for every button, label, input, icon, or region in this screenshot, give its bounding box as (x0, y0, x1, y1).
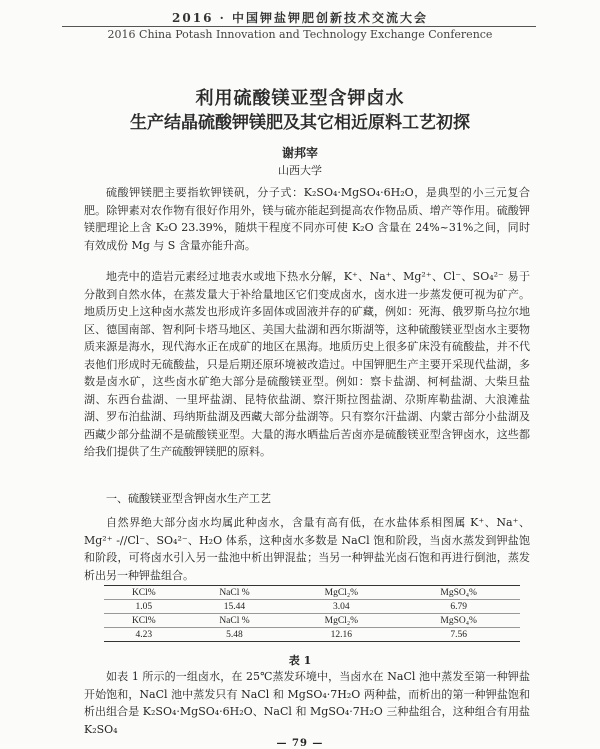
table-cell: KCl% (104, 614, 184, 628)
author-name: 谢邦宰 (281, 146, 318, 160)
table-cell: 15.44 (184, 600, 286, 614)
table-caption: 表 1 (288, 654, 312, 667)
table-row (104, 614, 520, 628)
paper-title-line1: 利用硫酸镁亚型含钾卤水 (195, 88, 405, 109)
running-header-cn: 2016 · 中国钾盐钾肥创新技术交流大会 (172, 11, 428, 25)
table-cell: 3.04 (285, 600, 397, 614)
table-header-cell: NaCl % (184, 586, 286, 600)
table-header-cell: KCl% (104, 586, 184, 600)
page-number: — 79 — (276, 738, 324, 749)
table-cell: MgCl₂% (285, 614, 397, 628)
header-divider (62, 26, 536, 27)
table-cell: 4.23 (104, 628, 184, 642)
author-affiliation: 山西大学 (278, 164, 322, 177)
table-header-cell: MgCl₂% (285, 586, 397, 600)
table-header-cell: MgSO₄% (397, 586, 520, 600)
brine-composition-table (104, 585, 520, 642)
paragraph-intro-text: 硫酸钾镁肥主要指软钾镁矾，分子式：K₂SO₄·MgSO₄·6H₂O，是典型的小三元复合肥。除钾素对农作物有很好作用外，镁与硫亦能起到提高农作物品质、增产等作用。硫酸钾镁肥理论上含 K₂O 23.39%，随烘干程度不同亦可使 K₂O 含量在 24%~31%之间，同时有效成份 Mg 与 S 含量亦能升高。 (84, 186, 530, 252)
table-cell: 1.05 (104, 600, 184, 614)
paragraph-intro (84, 184, 530, 272)
running-header-en: 2016 China Potash Innovation and Technology Exchange Conference (107, 28, 493, 41)
paragraph-process (84, 514, 530, 580)
section-heading: 一、硫酸镁亚型含钾卤水生产工艺 (106, 492, 271, 505)
paragraph-process-text: 自然界绝大部分卤水均属此种卤水，含量有高有低，在水盐体系相图属 K⁺、Na⁺、Mg²⁺ -//Cl⁻、SO₄²⁻、H₂O 体系，这种卤水多数是 NaCl 饱和阶段，当卤水蒸发到钾盐饱和阶段，可将卤水引入另一盐池中析出钾混盐；当另一种钾盐光卤石饱和再进行倒池，蒸发析出另一种钾盐组合。 (84, 516, 530, 582)
paragraph-evaporation (84, 668, 530, 736)
paragraph-evaporation-text: 如表 1 所示的一组卤水，在 25℃蒸发环境中，当卤水在 NaCl 池中蒸发至第一种钾盐开始饱和，NaCl 池中蒸发只有 NaCl 和 MgSO₄·7H₂O 两种盐，而析出的第一种钾盐饱和析出组合是 K₂SO₄·MgSO₄·6H₂O、NaCl 和 MgSO₄·7H₂O 三种盐组合，这种组合有用盐 K₂SO₄ (84, 670, 530, 736)
table-cell: 12.16 (285, 628, 397, 642)
table-header-row (104, 586, 520, 600)
table-cell: MgSO₄% (397, 614, 520, 628)
table-cell: 5.48 (184, 628, 286, 642)
table-cell: NaCl % (184, 614, 286, 628)
paragraph-geology (84, 268, 530, 478)
table-cell: 6.79 (397, 600, 520, 614)
table-cell: 7.56 (397, 628, 520, 642)
table-row (104, 600, 520, 614)
paper-title-line2: 生产结晶硫酸钾镁肥及其它相近原料工艺初探 (130, 113, 470, 133)
table-row (104, 628, 520, 642)
paragraph-geology-text: 地壳中的造岩元素经过地表水或地下热水分解，K⁺、Na⁺、Mg²⁺、Cl⁻、SO₄²⁻ 易于分散到自然水体，在蒸发量大于补给量地区它们变成卤水，卤水进一步蒸发便可视为矿产。地质历史上这种卤水蒸发也形成许多固体或固液并存的矿藏，例如：死海、俄罗斯乌拉尔地区、德国南部、智利阿卡塔马地区、美国大盐湖和西尔斯湖等，这种硫酸镁亚型卤水主要物质来源是海水，现代海水正在成矿的地区在黑海。地质历史上很多矿床没有硫酸盐，并不代表他们形成时无硫酸盐，只是后期还原环境被改造过。中国钾肥生产主要开采现代盐湖，多数是卤水矿，这些卤水矿绝大部分是硫酸镁亚型。例如：察卡盐湖、柯柯盐湖、大柴旦盐湖、东西台盐湖、一里坪盐湖、昆特依盐湖、察汗斯拉图盐湖、尕斯库勒盐湖、大浪滩盐湖、罗布泊盐湖、玛纳斯盐湖及西藏大部分盐湖等。只有察尔汗盐湖、内蒙古部分小盐湖及西藏少部分盐湖不是硫酸镁亚型。大量的海水晒盐后苦卤亦是硫酸镁亚型含钾卤水，这些都给我们提供了生产硫酸钾镁肥的原料。 (84, 270, 530, 458)
